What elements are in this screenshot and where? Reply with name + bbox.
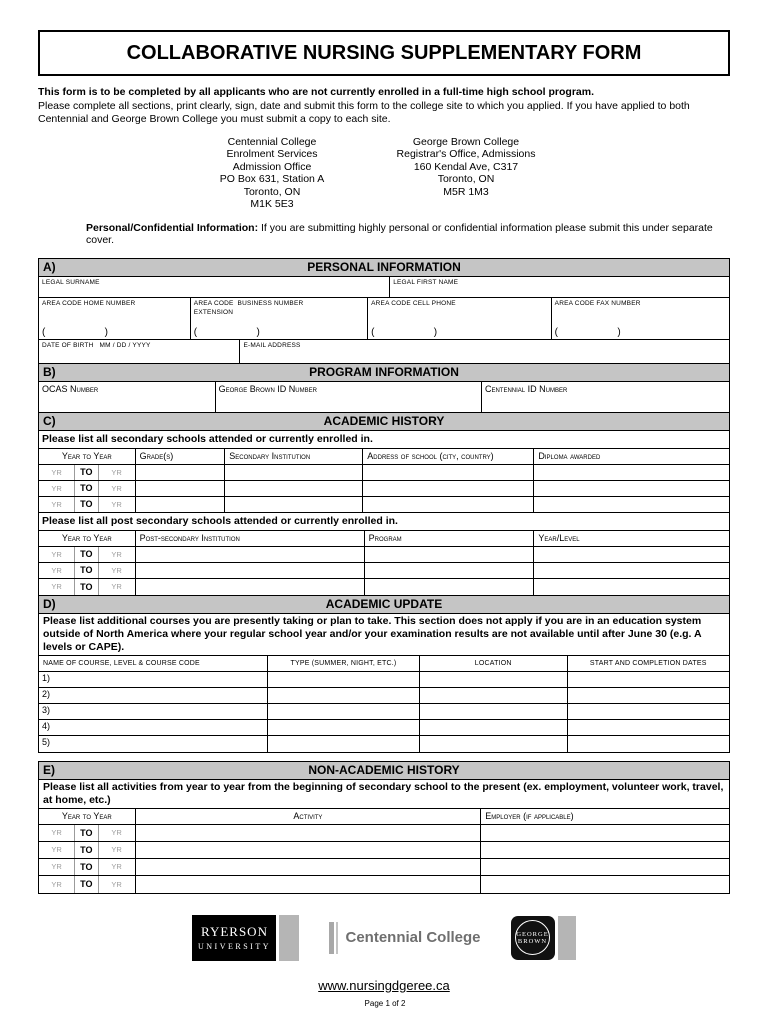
confidential-note <box>38 222 730 246</box>
year-to-input[interactable]: YR <box>111 828 122 837</box>
year-to-input[interactable]: YR <box>111 582 122 591</box>
course-type-input[interactable] <box>268 704 420 719</box>
col-header-type: TYPE (SUMMER, NIGHT, ETC.) <box>268 656 420 671</box>
address-line: Toronto, ON <box>243 185 301 198</box>
to-label: TO <box>75 547 99 562</box>
course-location-input[interactable] <box>420 688 568 703</box>
row-number: 4) <box>42 720 51 731</box>
paren-close: ) <box>104 326 108 338</box>
course-name-input[interactable] <box>39 688 268 703</box>
secondary-institution-input[interactable] <box>225 481 363 496</box>
ryerson-university-logo <box>192 915 299 961</box>
phone-parentheses <box>194 328 260 338</box>
year-level-input[interactable] <box>534 547 729 562</box>
section-c-title: ACADEMIC HISTORY <box>323 413 445 428</box>
legal-first-name-label: LEGAL FIRST NAME <box>393 278 459 286</box>
section-e-letter: E) <box>43 762 55 777</box>
year-range-group <box>39 547 136 562</box>
course-location-input[interactable] <box>420 672 568 687</box>
address-line: Admission Office <box>232 160 312 173</box>
intro-body: Please complete all sections, print clearly, sign, date and submit this form to the college site to which you applied. If you have applied to both Centennial and George Brown College you must submit a copy to each site. <box>38 99 690 125</box>
activity-input[interactable] <box>136 859 482 875</box>
row-number: 5) <box>42 736 51 747</box>
confidential-text: If you are submitting highly personal or confidential information please submit this under separate cover. <box>86 221 713 246</box>
secondary-institution-input[interactable] <box>225 497 363 512</box>
home-number-field[interactable] <box>39 298 191 339</box>
ryerson-logo-mark <box>279 915 299 961</box>
year-from-input[interactable]: YR <box>39 842 75 858</box>
section-a-title: PERSONAL INFORMATION <box>307 259 461 274</box>
row-number: 2) <box>42 688 51 699</box>
year-from-input[interactable]: YR <box>39 547 75 562</box>
table-row <box>39 842 729 859</box>
date-of-birth-field[interactable] <box>39 340 240 363</box>
course-type-input[interactable] <box>268 688 420 703</box>
email-field[interactable] <box>240 340 729 363</box>
year-to-input[interactable]: YR <box>111 483 122 493</box>
centennial-logo-bar <box>329 922 334 954</box>
year-range-group <box>39 465 136 480</box>
ryerson-logo-subtext: UNIVERSITY <box>197 942 271 951</box>
paren-open: ( <box>42 326 46 338</box>
col-header-grades: Grade(s) <box>136 449 226 464</box>
legal-first-name-field[interactable] <box>390 277 729 297</box>
address-line: Registrar's Office, Admissions <box>396 148 536 160</box>
course-name-input[interactable] <box>39 720 268 735</box>
george-brown-logo-circle <box>515 920 550 955</box>
section-d-title: ACADEMIC UPDATE <box>325 596 443 611</box>
col-header-year-to-year: Year to Year <box>39 449 136 464</box>
cell-phone-label: AREA CODE CELL PHONE <box>371 299 456 307</box>
centennial-id-label: Centennial ID Number <box>484 383 568 394</box>
year-range-group <box>39 876 136 893</box>
to-label: TO <box>75 579 99 595</box>
year-from-input[interactable]: YR <box>39 497 75 512</box>
table-row <box>39 579 729 595</box>
phone-parentheses <box>42 328 108 338</box>
table-row <box>39 720 729 736</box>
form-title-box <box>38 30 730 76</box>
section-b-header <box>39 364 729 382</box>
employer-input[interactable] <box>481 876 729 893</box>
paren-close: ) <box>617 326 621 338</box>
paren-open: ( <box>554 326 558 338</box>
date-of-birth-label: DATE OF BIRTH MM / DD / YYYY <box>42 341 151 349</box>
address-line: PO Box 631, Station A <box>219 173 325 185</box>
home-number-label: AREA CODE HOME NUMBER <box>42 299 136 307</box>
year-to-input[interactable]: YR <box>111 565 122 575</box>
ryerson-logo-text: RYERSON <box>201 924 268 939</box>
to-label: TO <box>75 876 99 893</box>
activity-input[interactable] <box>136 842 482 858</box>
year-range-group <box>39 825 136 841</box>
table-row <box>39 382 729 412</box>
cell-phone-field[interactable] <box>368 298 552 339</box>
address-line: 160 Kendal Ave, C317 <box>413 160 519 173</box>
college-addresses <box>38 136 730 211</box>
to-label: TO <box>75 465 99 480</box>
george-brown-address <box>370 136 562 211</box>
email-label: E-MAIL ADDRESS <box>243 341 301 349</box>
ocas-number-field[interactable] <box>39 382 216 412</box>
col-header-diploma-awarded: Diploma awarded <box>538 450 601 461</box>
school-address-input[interactable] <box>363 465 534 480</box>
col-header-course-name: NAME OF COURSE, LEVEL & COURSE CODE <box>39 656 268 671</box>
table-row <box>39 704 729 720</box>
to-label: TO <box>75 825 99 841</box>
course-dates-input[interactable] <box>568 688 729 703</box>
post-secondary-table-header <box>39 531 729 547</box>
year-from-input[interactable]: YR <box>39 579 75 595</box>
row-number: 1) <box>42 672 51 683</box>
section-c-header <box>39 413 729 431</box>
table-row <box>39 859 729 876</box>
non-academic-table-header <box>39 809 729 825</box>
to-label: TO <box>75 481 99 496</box>
year-range-group <box>39 579 136 595</box>
table-row <box>39 688 729 704</box>
table-row <box>39 876 729 893</box>
extension-label: EXTENSION <box>193 308 234 316</box>
college-logos <box>38 914 730 962</box>
address-line: M1K 5E3 <box>250 198 294 210</box>
grades-input[interactable] <box>136 465 226 480</box>
george-brown-logo-box <box>511 916 555 960</box>
secondary-table-header <box>39 449 729 465</box>
to-label: TO <box>75 563 99 578</box>
diploma-awarded-input[interactable] <box>534 465 729 480</box>
course-location-input[interactable] <box>420 720 568 735</box>
to-label: TO <box>75 859 99 875</box>
table-row <box>39 481 729 497</box>
course-location-input[interactable] <box>420 704 568 719</box>
address-line: Enrolment Services <box>226 148 318 160</box>
year-range-group <box>39 563 136 578</box>
george-brown-id-field[interactable] <box>216 382 482 412</box>
table-row <box>39 672 729 688</box>
legal-surname-label: LEGAL SURNAME <box>42 278 100 286</box>
year-range-group <box>39 481 136 496</box>
course-type-input[interactable] <box>268 672 420 687</box>
post-secondary-institution-input[interactable] <box>136 547 365 562</box>
fax-number-field[interactable] <box>552 298 729 339</box>
course-dates-input[interactable] <box>568 672 729 687</box>
business-number-label: AREA CODE BUSINESS NUMBER <box>193 299 304 307</box>
address-line: Centennial College <box>227 135 317 148</box>
section-e-header <box>39 762 729 780</box>
program-input[interactable] <box>365 547 535 562</box>
year-to-input[interactable]: YR <box>111 879 122 889</box>
george-brown-logo-text: GEORGE <box>516 930 549 938</box>
year-level-input[interactable] <box>534 579 729 595</box>
course-name-input[interactable] <box>39 704 268 719</box>
diploma-awarded-input[interactable] <box>534 481 729 496</box>
employer-input[interactable] <box>481 825 729 841</box>
to-label: TO <box>75 842 99 858</box>
section-non-academic-history <box>38 761 730 894</box>
diploma-awarded-input[interactable] <box>534 497 729 512</box>
page-number: Page 1 of 2 <box>364 999 406 1008</box>
non-academic-note: Please list all activities from year to year from the beginning of secondary school to the present (ex. employment, volunteer work, travel, at home, etc.) <box>39 780 729 809</box>
confidential-lead: Personal/Confidential Information: <box>86 221 259 234</box>
george-brown-logo <box>511 916 576 960</box>
ocas-number-label: OCAS Number <box>42 383 99 394</box>
table-row <box>39 465 729 481</box>
course-type-input[interactable] <box>268 720 420 735</box>
form-title: COLLABORATIVE NURSING SUPPLEMENTARY FORM <box>126 41 642 64</box>
col-header-activity: Activity <box>136 809 482 824</box>
year-from-input[interactable]: YR <box>39 481 75 496</box>
col-header-school-address: Address of school (city, country) <box>363 449 534 464</box>
course-name-input[interactable] <box>39 736 268 752</box>
george-brown-logo-text: BROWN <box>517 937 548 945</box>
school-address-input[interactable] <box>363 481 534 496</box>
ryerson-logo-box <box>192 915 276 961</box>
section-a-header <box>39 259 729 277</box>
section-personal-information <box>38 258 730 364</box>
paren-open: ( <box>193 326 198 338</box>
section-b-title: PROGRAM INFORMATION <box>309 364 459 379</box>
intro-paragraph <box>38 86 730 127</box>
fax-number-label: AREA CODE FAX NUMBER <box>554 299 641 307</box>
course-dates-input[interactable] <box>568 720 729 735</box>
intro-bold-line: This form is to be completed by all applicants who are not currently enrolled in a full-time high school program. <box>38 86 594 98</box>
address-line: M5R 1M3 <box>443 185 489 198</box>
year-level-input[interactable] <box>534 563 729 578</box>
employer-input[interactable] <box>481 842 729 858</box>
year-range-group <box>39 497 136 512</box>
year-from-input[interactable]: YR <box>39 859 75 875</box>
grades-input[interactable] <box>136 481 226 496</box>
col-header-year-to-year: Year to Year <box>39 809 136 824</box>
year-from-input[interactable]: YR <box>39 825 75 841</box>
paren-close: ) <box>256 326 260 338</box>
post-secondary-institution-input[interactable] <box>136 579 365 595</box>
year-from-input[interactable]: YR <box>39 876 75 893</box>
to-label: TO <box>75 497 99 512</box>
address-line: Toronto, ON <box>437 173 495 185</box>
table-row <box>39 547 729 563</box>
program-input[interactable] <box>365 579 535 595</box>
phone-parentheses <box>555 328 621 338</box>
centennial-id-field[interactable] <box>482 382 729 412</box>
school-address-input[interactable] <box>363 497 534 512</box>
year-to-input[interactable]: YR <box>111 499 122 509</box>
nursing-degree-link[interactable]: www.nursingdgeree.ca <box>318 977 450 993</box>
paren-close: ) <box>433 326 438 338</box>
col-header-year-to-year: Year to Year <box>39 531 136 546</box>
paren-open: ( <box>371 326 375 338</box>
table-row <box>39 563 729 579</box>
academic-update-table-header <box>39 656 729 672</box>
section-a-letter: A) <box>43 259 56 274</box>
year-to-input[interactable]: YR <box>111 467 122 477</box>
address-line: George Brown College <box>412 135 520 148</box>
section-academic-update <box>38 596 730 753</box>
year-range-group <box>39 859 136 875</box>
employer-input[interactable] <box>481 859 729 875</box>
col-header-program: Program <box>365 531 535 546</box>
business-number-field[interactable] <box>191 298 368 339</box>
course-dates-input[interactable] <box>568 736 729 752</box>
course-type-input[interactable] <box>268 736 420 752</box>
table-row <box>39 497 729 513</box>
col-header-location: LOCATION <box>420 656 568 671</box>
section-program-information <box>38 364 730 413</box>
phone-parentheses <box>371 328 437 338</box>
table-row <box>39 340 729 363</box>
post-secondary-prompt: Please list all post secondary schools attended or currently enrolled in. <box>39 513 729 531</box>
col-header-secondary-institution: Secondary Institution <box>225 449 363 464</box>
col-header-year-level: Year/Level <box>538 532 580 543</box>
table-row <box>39 277 729 298</box>
year-from-input[interactable]: YR <box>39 465 75 480</box>
george-brown-logo-mark <box>558 916 576 960</box>
table-row <box>39 298 729 340</box>
section-b-letter: B) <box>43 364 56 379</box>
table-row <box>39 736 729 752</box>
course-dates-input[interactable] <box>568 704 729 719</box>
program-input[interactable] <box>365 563 535 578</box>
centennial-college-logo <box>329 922 480 954</box>
col-header-dates: START AND COMPLETION DATES <box>589 659 707 667</box>
legal-surname-field[interactable] <box>39 277 390 297</box>
centennial-address <box>186 136 358 211</box>
course-name-input[interactable] <box>39 672 268 687</box>
academic-update-note: Please list additional courses you are presently taking or plan to take. This section does not apply if you are in an education system outside of North America where your regular school year and/or your examination results are not available until after June 30 (e.g. A levels or CAPE). <box>39 614 729 656</box>
year-range-group <box>39 842 136 858</box>
george-brown-id-label: George Brown ID Number <box>218 383 317 394</box>
course-location-input[interactable] <box>420 736 568 752</box>
year-from-input[interactable]: YR <box>39 563 75 578</box>
year-to-input[interactable]: YR <box>111 845 122 854</box>
secondary-institution-input[interactable] <box>225 465 363 480</box>
centennial-logo-bar <box>336 922 338 954</box>
year-to-input[interactable]: YR <box>111 549 122 559</box>
row-number: 3) <box>42 704 51 715</box>
year-to-input[interactable]: YR <box>111 862 122 871</box>
post-secondary-institution-input[interactable] <box>136 563 365 578</box>
col-header-post-secondary-institution: Post-secondary Institution <box>136 531 365 546</box>
section-c-letter: C) <box>43 413 56 428</box>
section-d-letter: D) <box>43 596 56 611</box>
activity-input[interactable] <box>136 825 482 841</box>
section-e-title: NON-ACADEMIC HISTORY <box>308 762 460 777</box>
col-header-employer: Employer (if applicable) <box>485 810 574 821</box>
section-academic-history <box>38 413 730 596</box>
table-row <box>39 825 729 842</box>
grades-input[interactable] <box>136 497 226 512</box>
activity-input[interactable] <box>136 876 482 893</box>
centennial-logo-text: Centennial College <box>345 929 481 946</box>
secondary-schools-prompt: Please list all secondary schools attended or currently enrolled in. <box>39 431 729 449</box>
section-d-header <box>39 596 729 614</box>
